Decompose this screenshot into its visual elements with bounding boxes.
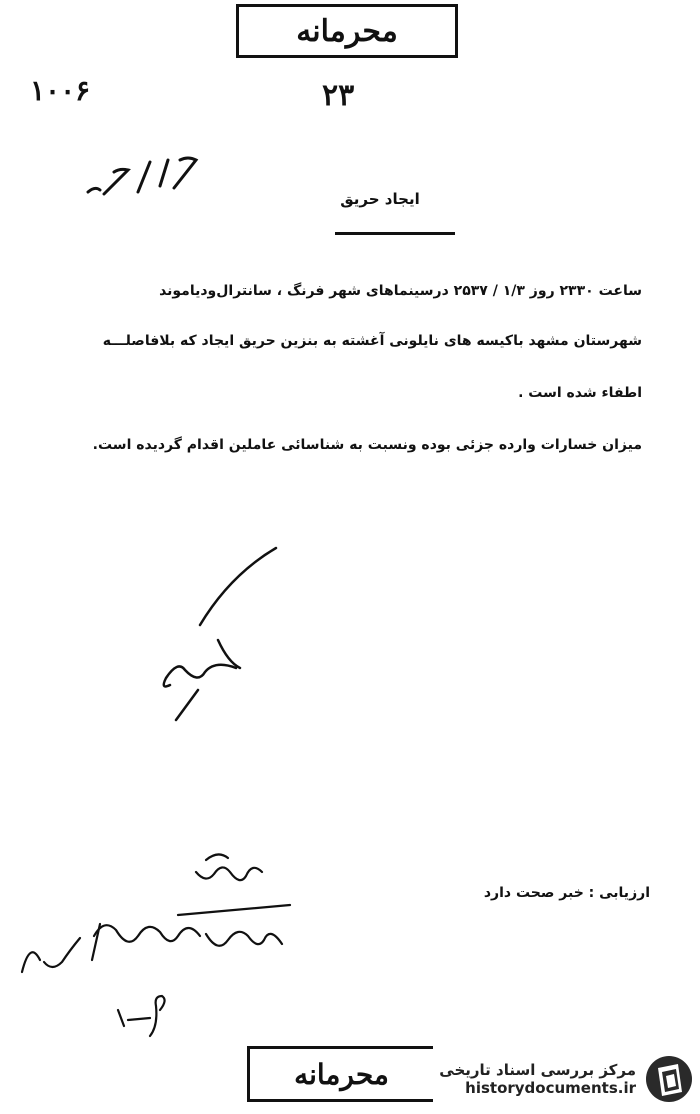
- classification-stamp-bottom: محرمانه: [247, 1046, 433, 1102]
- page-number: ۲۳: [322, 78, 355, 113]
- body-line-1: ساعت ۲۳۳۰ روز ۱/۳ / ۲۵۳۷ درسینماهای شهر فرنگ ، سانترال‌ود‌یاموند: [159, 283, 642, 299]
- archive-logo-icon: [644, 1052, 694, 1106]
- evaluation-line: ارزیابی : خبر صحت دارد: [483, 885, 650, 901]
- classification-stamp-top: محرمانه: [236, 4, 458, 58]
- handwritten-signature: [164, 548, 276, 720]
- body-line-3: اطفاء شده است .: [518, 385, 642, 401]
- watermark-title: مرکز بررسی اسناد تاریخی: [439, 1061, 636, 1079]
- handwritten-annotation: [22, 854, 290, 1036]
- watermark-text: [439, 1061, 636, 1097]
- body-line-2: شهرستان مشهد باکیسه های نایلونی آغشته به بنزین حریق ایجاد که بلافاصلـــه: [102, 333, 642, 349]
- subject-title: ایجاد حریق: [340, 190, 420, 208]
- watermark: [424, 1048, 694, 1110]
- watermark-url: historydocuments.ir: [465, 1079, 636, 1097]
- document-number: ۱۰۰۶: [30, 74, 91, 107]
- handwritten-date: [88, 158, 196, 194]
- body-line-4: میزان خسارات وارده جزئی بوده ونسبت به شناسائی عاملین اقدام گردیده است.: [92, 437, 642, 453]
